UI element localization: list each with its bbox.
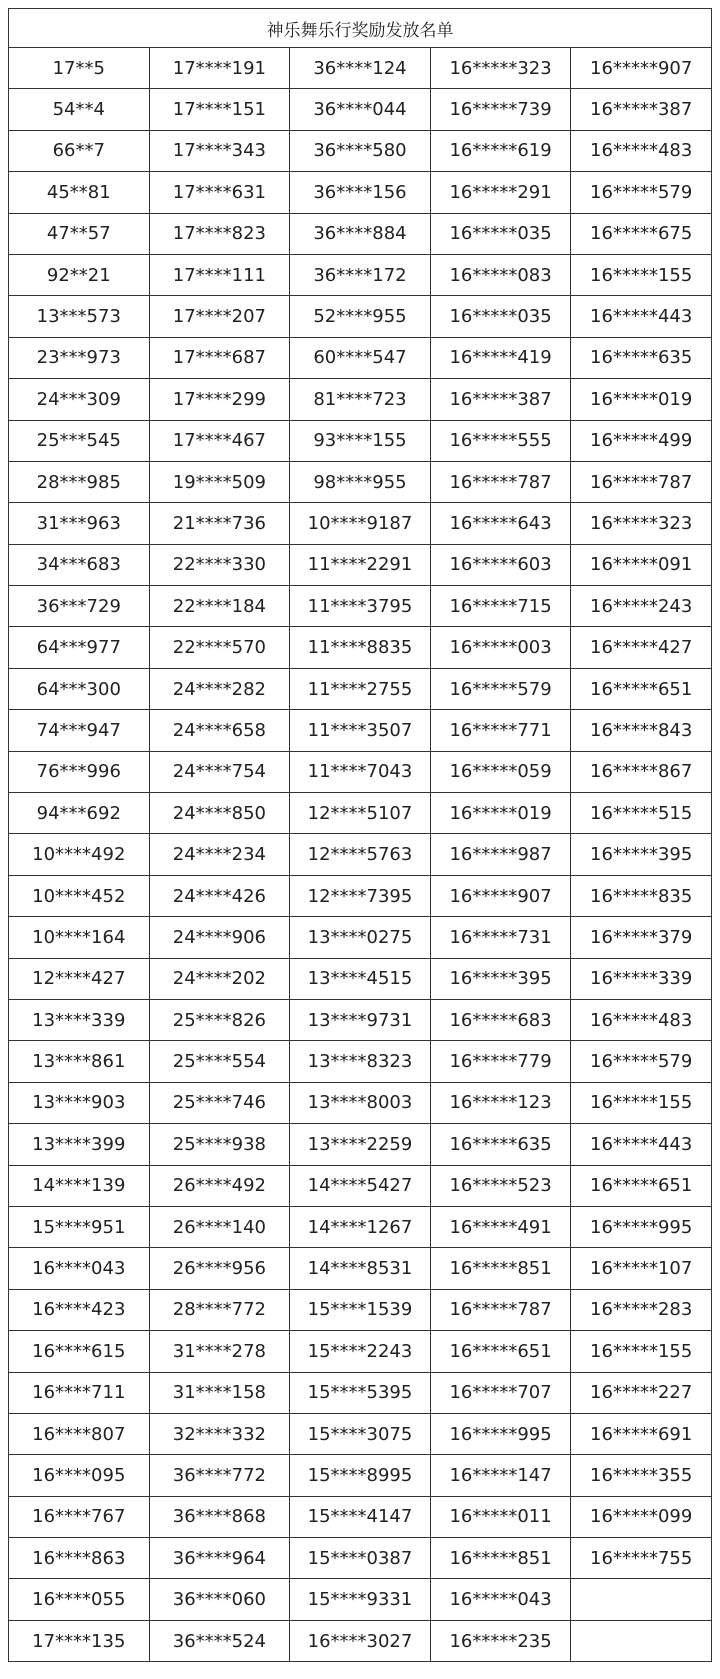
table-cell: 16*****907	[571, 48, 712, 89]
table-cell: 17****299	[149, 379, 290, 420]
table-row	[9, 420, 712, 461]
table-cell: 22****570	[149, 627, 290, 668]
table-cell: 31****278	[149, 1331, 290, 1372]
table-cell: 14****139	[9, 1165, 150, 1206]
table-cell: 16*****355	[571, 1455, 712, 1496]
table-cell: 22****184	[149, 586, 290, 627]
table-cell: 17****687	[149, 337, 290, 378]
table-cell: 16*****491	[430, 1206, 571, 1247]
table-cell: 16*****483	[571, 130, 712, 171]
table-row	[9, 1620, 712, 1661]
table-cell: 28***985	[9, 461, 150, 502]
table-cell: 16*****499	[571, 420, 712, 461]
table-cell: 13****2259	[290, 1124, 431, 1165]
table-cell: 16*****395	[571, 834, 712, 875]
table-cell: 16*****755	[571, 1538, 712, 1579]
table-cell: 16*****019	[430, 793, 571, 834]
table-cell: 12****5763	[290, 834, 431, 875]
table-cell: 24****234	[149, 834, 290, 875]
table-cell: 11****2755	[290, 668, 431, 709]
table-cell: 31***963	[9, 503, 150, 544]
table-cell: 10****452	[9, 875, 150, 916]
table-cell: 13****4515	[290, 958, 431, 999]
table-row	[9, 1579, 712, 1620]
table-row	[9, 1082, 712, 1123]
table-cell: 16*****731	[430, 917, 571, 958]
table-cell: 24****202	[149, 958, 290, 999]
table-cell: 76***996	[9, 751, 150, 792]
table-cell: 15****4147	[290, 1496, 431, 1537]
table-cell: 16*****603	[430, 544, 571, 585]
table-cell: 34***683	[9, 544, 150, 585]
table-row	[9, 1248, 712, 1289]
table-cell: 16*****283	[571, 1289, 712, 1330]
table-cell: 16*****851	[430, 1538, 571, 1579]
table-cell: 16*****619	[430, 130, 571, 171]
table-row	[9, 1455, 712, 1496]
table-cell: 24****754	[149, 751, 290, 792]
table-cell: 16*****147	[430, 1455, 571, 1496]
winner-table	[8, 8, 712, 1662]
table-row	[9, 89, 712, 130]
table-cell: 15****951	[9, 1206, 150, 1247]
table-cell: 32****332	[149, 1413, 290, 1454]
table-cell: 25****826	[149, 999, 290, 1040]
table-cell: 16****615	[9, 1331, 150, 1372]
table-cell: 16*****851	[430, 1248, 571, 1289]
table-cell: 24****282	[149, 668, 290, 709]
table-cell: 16*****779	[430, 1041, 571, 1082]
table-cell: 16*****787	[430, 461, 571, 502]
table-row	[9, 958, 712, 999]
table-cell: 36****772	[149, 1455, 290, 1496]
table-cell: 16*****555	[430, 420, 571, 461]
table-cell: 15****5395	[290, 1372, 431, 1413]
table-cell: 14****8531	[290, 1248, 431, 1289]
table-cell: 36***729	[9, 586, 150, 627]
table-cell: 36****884	[290, 213, 431, 254]
table-cell: 16*****123	[430, 1082, 571, 1123]
table-row	[9, 544, 712, 585]
table-cell: 16*****395	[430, 958, 571, 999]
table-cell: 60****547	[290, 337, 431, 378]
table-cell: 16*****019	[571, 379, 712, 420]
table-cell: 16*****379	[571, 917, 712, 958]
table-row	[9, 1165, 712, 1206]
table-cell: 16*****739	[430, 89, 571, 130]
table-cell: 13****9731	[290, 999, 431, 1040]
table-cell: 16*****787	[430, 1289, 571, 1330]
table-cell: 16*****579	[430, 668, 571, 709]
table-cell: 24****426	[149, 875, 290, 916]
table-cell: 15****1539	[290, 1289, 431, 1330]
table-cell: 11****8835	[290, 627, 431, 668]
table-cell: 16*****035	[430, 296, 571, 337]
table-cell: 36****172	[290, 254, 431, 295]
table-cell: 16*****059	[430, 751, 571, 792]
table-row	[9, 1331, 712, 1372]
table-cell: 24****658	[149, 710, 290, 751]
table-row	[9, 379, 712, 420]
table-cell: 15****2243	[290, 1331, 431, 1372]
table-cell: 13****861	[9, 1041, 150, 1082]
table-cell: 15****0387	[290, 1538, 431, 1579]
table-cell: 12****7395	[290, 875, 431, 916]
table-cell: 26****140	[149, 1206, 290, 1247]
table-row	[9, 1496, 712, 1537]
table-cell: 13***573	[9, 296, 150, 337]
table-row	[9, 296, 712, 337]
table-cell: 16*****523	[430, 1165, 571, 1206]
table-cell: 22****330	[149, 544, 290, 585]
table-cell: 10****164	[9, 917, 150, 958]
table-cell: 16*****651	[430, 1331, 571, 1372]
table-cell: 16*****387	[571, 89, 712, 130]
table-cell	[571, 1620, 712, 1661]
table-cell: 17****467	[149, 420, 290, 461]
table-cell: 16*****707	[430, 1372, 571, 1413]
table-cell: 16*****323	[430, 48, 571, 89]
table-cell: 23***973	[9, 337, 150, 378]
table-cell: 12****427	[9, 958, 150, 999]
table-row	[9, 461, 712, 502]
table-cell: 16*****867	[571, 751, 712, 792]
table-cell: 16*****579	[571, 172, 712, 213]
table-cell: 13****399	[9, 1124, 150, 1165]
table-row	[9, 834, 712, 875]
table-cell: 16*****099	[571, 1496, 712, 1537]
table-cell: 15****3075	[290, 1413, 431, 1454]
table-cell: 16*****843	[571, 710, 712, 751]
table-cell: 16*****043	[430, 1579, 571, 1620]
table-cell: 16*****155	[571, 1331, 712, 1372]
table-cell: 16*****987	[430, 834, 571, 875]
table-row	[9, 1413, 712, 1454]
table-cell: 16*****787	[571, 461, 712, 502]
table-cell: 13****8003	[290, 1082, 431, 1123]
table-cell: 16*****419	[430, 337, 571, 378]
table-cell: 13****339	[9, 999, 150, 1040]
table-cell: 13****0275	[290, 917, 431, 958]
table-cell: 93****155	[290, 420, 431, 461]
table-cell: 36****964	[149, 1538, 290, 1579]
table-cell: 16*****651	[571, 1165, 712, 1206]
table-row	[9, 172, 712, 213]
table-cell: 16*****643	[430, 503, 571, 544]
table-cell: 66**7	[9, 130, 150, 171]
table-cell: 52****955	[290, 296, 431, 337]
table-cell: 16****711	[9, 1372, 150, 1413]
table-row	[9, 1372, 712, 1413]
table-row	[9, 254, 712, 295]
table-cell: 16*****243	[571, 586, 712, 627]
table-cell: 64***300	[9, 668, 150, 709]
table-cell: 16*****387	[430, 379, 571, 420]
table-cell: 25****938	[149, 1124, 290, 1165]
table-cell: 54**4	[9, 89, 150, 130]
table-cell: 16*****339	[571, 958, 712, 999]
table-cell: 16*****155	[571, 254, 712, 295]
table-row	[9, 337, 712, 378]
table-cell: 36****524	[149, 1620, 290, 1661]
table-cell: 47**57	[9, 213, 150, 254]
table-cell: 24***309	[9, 379, 150, 420]
table-cell: 25***545	[9, 420, 150, 461]
table-row	[9, 917, 712, 958]
table-cell: 13****903	[9, 1082, 150, 1123]
table-cell: 15****9331	[290, 1579, 431, 1620]
table-row	[9, 875, 712, 916]
table-cell: 92**21	[9, 254, 150, 295]
table-cell: 16*****035	[430, 213, 571, 254]
table-cell: 28****772	[149, 1289, 290, 1330]
table-cell: 13****8323	[290, 1041, 431, 1082]
table-cell: 16*****443	[571, 1124, 712, 1165]
table-cell: 45**81	[9, 172, 150, 213]
title-row	[9, 9, 712, 48]
table-cell: 16****043	[9, 1248, 150, 1289]
table-cell: 16****423	[9, 1289, 150, 1330]
table-cell: 16****807	[9, 1413, 150, 1454]
table-cell: 36****156	[290, 172, 431, 213]
table-cell: 16****095	[9, 1455, 150, 1496]
table-row	[9, 793, 712, 834]
table-cell: 17****343	[149, 130, 290, 171]
table-row	[9, 48, 712, 89]
table-cell: 12****5107	[290, 793, 431, 834]
table-row	[9, 503, 712, 544]
table-row	[9, 130, 712, 171]
table-cell: 16*****227	[571, 1372, 712, 1413]
table-row	[9, 751, 712, 792]
table-cell: 16*****907	[430, 875, 571, 916]
table-cell: 17****207	[149, 296, 290, 337]
table-cell: 11****3795	[290, 586, 431, 627]
table-cell: 16*****323	[571, 503, 712, 544]
table-cell: 16*****635	[430, 1124, 571, 1165]
table-cell: 17****823	[149, 213, 290, 254]
table-cell: 16****767	[9, 1496, 150, 1537]
table-cell: 16*****675	[571, 213, 712, 254]
table-cell: 19****509	[149, 461, 290, 502]
table-cell: 36****124	[290, 48, 431, 89]
table-cell: 17****151	[149, 89, 290, 130]
table-cell: 16*****995	[571, 1206, 712, 1247]
table-row	[9, 1206, 712, 1247]
table-row	[9, 1538, 712, 1579]
table-row	[9, 1124, 712, 1165]
table-cell: 16*****483	[571, 999, 712, 1040]
table-cell: 16*****427	[571, 627, 712, 668]
table-cell: 21****736	[149, 503, 290, 544]
winner-list-document	[8, 8, 712, 1662]
table-cell: 16*****003	[430, 627, 571, 668]
table-cell: 16****055	[9, 1579, 150, 1620]
table-cell: 16*****107	[571, 1248, 712, 1289]
table-cell: 25****554	[149, 1041, 290, 1082]
table-row	[9, 586, 712, 627]
table-cell: 17****135	[9, 1620, 150, 1661]
table-row	[9, 668, 712, 709]
table-cell: 98****955	[290, 461, 431, 502]
table-cell: 24****906	[149, 917, 290, 958]
table-cell: 36****580	[290, 130, 431, 171]
table-cell: 16*****651	[571, 668, 712, 709]
table-cell: 14****1267	[290, 1206, 431, 1247]
table-cell: 26****956	[149, 1248, 290, 1289]
table-cell: 16*****635	[571, 337, 712, 378]
table-row	[9, 1289, 712, 1330]
table-row	[9, 627, 712, 668]
table-cell: 16*****443	[571, 296, 712, 337]
table-cell: 11****3507	[290, 710, 431, 751]
table-cell: 16****863	[9, 1538, 150, 1579]
table-cell: 36****044	[290, 89, 431, 130]
table-cell: 11****7043	[290, 751, 431, 792]
table-cell: 31****158	[149, 1372, 290, 1413]
table-body	[9, 48, 712, 1662]
table-cell: 16*****995	[430, 1413, 571, 1454]
table-title: 神乐舞乐行奖励发放名单	[9, 9, 712, 48]
table-cell: 16*****291	[430, 172, 571, 213]
table-row	[9, 710, 712, 751]
table-cell: 16*****715	[430, 586, 571, 627]
table-cell: 36****060	[149, 1579, 290, 1620]
table-cell: 16*****579	[571, 1041, 712, 1082]
table-row	[9, 999, 712, 1040]
table-cell: 17**5	[9, 48, 150, 89]
table-cell: 10****9187	[290, 503, 431, 544]
table-cell: 74***947	[9, 710, 150, 751]
table-cell: 17****191	[149, 48, 290, 89]
table-cell: 14****5427	[290, 1165, 431, 1206]
table-cell: 15****8995	[290, 1455, 431, 1496]
table-row	[9, 1041, 712, 1082]
table-cell: 16*****771	[430, 710, 571, 751]
table-cell	[571, 1579, 712, 1620]
table-cell: 17****111	[149, 254, 290, 295]
table-cell: 16****3027	[290, 1620, 431, 1661]
table-cell: 16*****835	[571, 875, 712, 916]
table-cell: 16*****235	[430, 1620, 571, 1661]
table-cell: 11****2291	[290, 544, 431, 585]
table-cell: 81****723	[290, 379, 431, 420]
table-cell: 25****746	[149, 1082, 290, 1123]
table-cell: 26****492	[149, 1165, 290, 1206]
table-cell: 64***977	[9, 627, 150, 668]
table-cell: 16*****083	[430, 254, 571, 295]
table-cell: 94***692	[9, 793, 150, 834]
table-cell: 16*****091	[571, 544, 712, 585]
table-cell: 16*****683	[430, 999, 571, 1040]
table-cell: 16*****155	[571, 1082, 712, 1123]
table-cell: 16*****691	[571, 1413, 712, 1454]
table-row	[9, 213, 712, 254]
table-cell: 16*****515	[571, 793, 712, 834]
table-cell: 24****850	[149, 793, 290, 834]
table-cell: 10****492	[9, 834, 150, 875]
table-cell: 16*****011	[430, 1496, 571, 1537]
table-cell: 36****868	[149, 1496, 290, 1537]
table-cell: 17****631	[149, 172, 290, 213]
